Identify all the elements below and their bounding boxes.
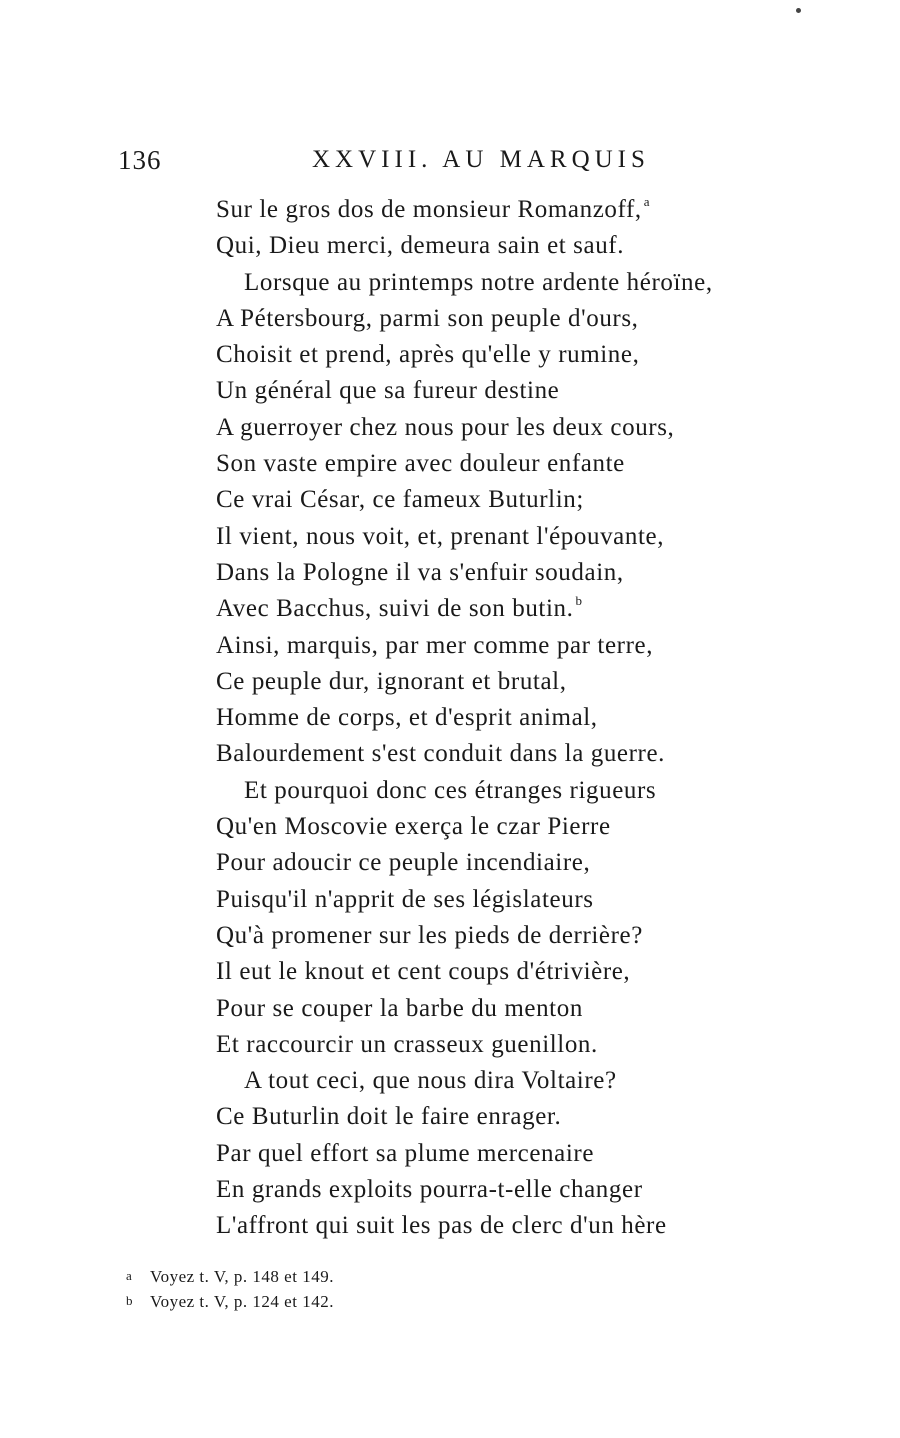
verse-line	[216, 991, 856, 1027]
verse-line	[216, 736, 856, 772]
verse-line	[216, 446, 856, 482]
ink-speck	[796, 8, 801, 13]
footnote-ref: a	[643, 194, 651, 209]
verse-line-text: Un général que sa fureur destine	[216, 377, 560, 405]
verse-line	[216, 591, 856, 627]
verse-line-text: Balourdement s'est conduit dans la guerre.	[216, 740, 666, 768]
verse-line-text: A guerroyer chez nous pour les deux cours,	[216, 413, 675, 441]
verse-line	[216, 192, 856, 228]
verse-line	[216, 228, 856, 264]
verse-line	[216, 1027, 856, 1063]
verse-line	[216, 700, 856, 736]
verse-line-text: Puisqu'il n'apprit de ses législateurs	[216, 885, 594, 913]
verse-line	[216, 1172, 856, 1208]
verse-line-text: Lorsque au printemps notre ardente héroïne,	[244, 268, 713, 296]
verse-line-text: Ainsi, marquis, par mer comme par terre,	[216, 631, 654, 659]
footnote-mark: b	[126, 1293, 133, 1308]
verse-line	[216, 845, 856, 881]
verse-line-text: Qu'en Moscovie exerça le czar Pierre	[216, 813, 611, 841]
verse-line	[216, 918, 856, 954]
verse-line-text: Qu'à promener sur les pieds de derrière?	[216, 921, 643, 949]
verse-line-text: Par quel effort sa plume mercenaire	[216, 1139, 595, 1167]
verse-line-text: Il eut le knout et cent coups d'étrivière,	[216, 958, 631, 986]
verse-line	[216, 301, 856, 337]
verse-line	[216, 1208, 856, 1244]
verse-line-text: Et pourquoi donc ces étranges rigueurs	[244, 776, 657, 804]
footnote-mark: a	[126, 1268, 133, 1283]
verse-line	[216, 519, 856, 555]
verse-line	[216, 773, 856, 809]
verse-line-text: Et raccourcir un crasseux guenillon.	[216, 1030, 598, 1058]
footnote-ref: b	[575, 593, 583, 609]
verse-line	[216, 664, 856, 700]
verse-line-text: Ce Buturlin doit le faire enrager.	[216, 1103, 562, 1131]
footnote-text: Voyez t. V, p. 148 et 149.	[150, 1267, 334, 1286]
verse-line-text: A Pétersbourg, parmi son peuple d'ours,	[216, 304, 639, 332]
footnote-text: Voyez t. V, p. 124 et 142.	[150, 1292, 334, 1311]
verse-line-text: Pour se couper la barbe du menton	[216, 994, 583, 1022]
verse-line-text: Qui, Dieu merci, demeura sain et sauf.	[216, 232, 625, 260]
footnotes	[126, 1264, 726, 1314]
verse-line	[216, 482, 856, 518]
verse-line-text: Sur le gros dos de monsieur Romanzoff,	[216, 196, 642, 223]
verse-line-text: Ce peuple dur, ignorant et brutal,	[216, 667, 567, 695]
verse-line-text: Choisit et prend, après qu'elle y rumine,	[216, 341, 640, 369]
verse-line-text: L'affront qui suit les pas de clerc d'un hère	[216, 1212, 667, 1240]
verse-line-text: Homme de corps, et d'esprit animal,	[216, 704, 598, 732]
running-title: XXVIII. AU MARQUIS	[312, 146, 650, 173]
verse-line-text: A tout ceci, que nous dira Voltaire?	[244, 1067, 617, 1095]
footnote	[126, 1264, 726, 1289]
verse-line	[216, 1099, 856, 1135]
verse-line-text: Il vient, nous voit, et, prenant l'épouvante,	[216, 522, 665, 550]
poem-verse	[216, 192, 856, 1245]
verse-line-text: Avec Bacchus, suivi de son butin.	[216, 595, 574, 623]
verse-line	[216, 337, 856, 373]
verse-line	[216, 555, 856, 591]
verse-line	[216, 373, 856, 409]
page-number: 136	[118, 145, 162, 175]
verse-line-text: Son vaste empire avec douleur enfante	[216, 450, 625, 478]
verse-line	[216, 628, 856, 664]
verse-line	[216, 954, 856, 990]
verse-line-text: En grands exploits pourra-t-elle changer	[216, 1176, 643, 1204]
verse-line	[216, 410, 856, 446]
verse-line	[216, 1063, 856, 1099]
verse-line-text: Pour adoucir ce peuple incendiaire,	[216, 849, 591, 877]
verse-line	[216, 265, 856, 301]
verse-line	[216, 882, 856, 918]
verse-line	[216, 1136, 856, 1172]
footnote	[126, 1289, 726, 1314]
verse-line-text: Ce vrai César, ce fameux Buturlin;	[216, 486, 584, 514]
verse-line-text: Dans la Pologne il va s'enfuir soudain,	[216, 558, 624, 586]
running-head	[0, 140, 900, 180]
verse-line	[216, 809, 856, 845]
